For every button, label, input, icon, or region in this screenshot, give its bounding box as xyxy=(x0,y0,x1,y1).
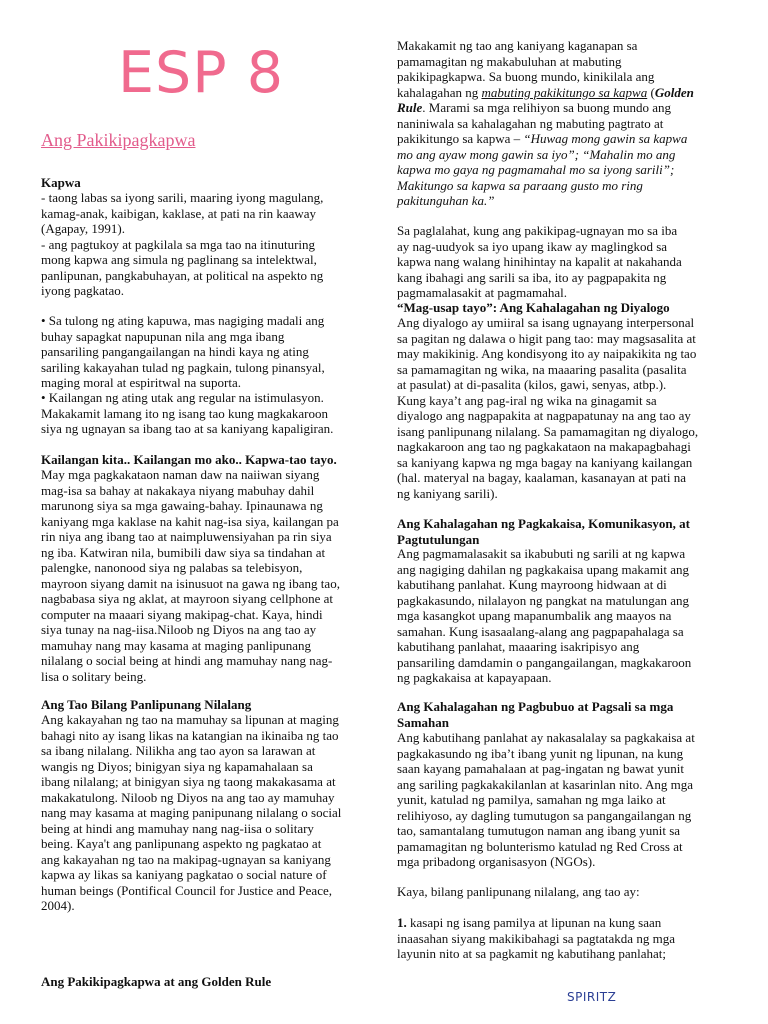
kaya-sentence: Kaya, bilang panlipunang nilalang, ang tao ay: xyxy=(397,884,640,899)
footer-brand: SPIRITZ xyxy=(567,990,617,1004)
document-title: ESP 8 xyxy=(118,40,284,106)
bullet-paragraph-1: • Sa tulong ng ating kapuwa, mas nagiging madali ang buhay sapagkat napupunan nila ang mga ibang pansariling pangangailangan na hindi kaya ng ating sariling kakayahan tulad ng pagkain, tulong pinansyal, maging moral at espiritwal na suporta. xyxy=(41,313,325,390)
golden-text-2: . Marami sa mga relihiyon sa buong mundo ang naniniwala sa kahalagahan ng mabuting pagtrato at pakikitungo sa kapwa – xyxy=(397,100,672,146)
list-item-text: kasapi ng isang pamilya at lipunan na kung saan inaasahan siyang makikibahagi sa pagtatakda ng mga layunin nito at sa pagkamit ng kabutihang panlahat; xyxy=(397,915,675,961)
tao-body: Ang kakayahan ng tao na mamuhay sa lipunan at maging bahagi nito ay isang likas na katangian na ikinaiba ng tao sa ibang nilalang. Nilikha ang tao ayon sa larawan at wangis ng Diyos; binigyan siya ng kapamahalaan sa ibang nilalang; at binigyan siya ng taong makakasama at makakatulong. Niloob ng Diyos na ang tao ay mamuhay nang may kasama at maging panipunang nilalang o social being at hindi ang mamuhay nang nag-iisa o solitary being. Kaya't ang panlipunang aspekto ng pagkatao at ang kakayahan ng tao na makipag-ugnayan sa kaniyang kapwa ay likas sa kaniyang pagkatao o social nature of human beings (Pontifical Council for Justice and Peace, 2004). xyxy=(41,712,342,913)
golden-rule-term: Golden xyxy=(654,84,694,100)
golden-text-1: Makakamit ng tao ang kaniyang kaganapan sa pamamagitan ng makabuluhan at mabuting pakikipagkapwa. Sa buong mundo, kinikilala ang kahalagahan ng xyxy=(397,38,655,100)
golden-quote: “Huwag mong gawin sa kapwa mo ang ayaw mong gawin sa iyo”; “Mahalin mo ang kapwa mo gaya ng pagmamahal mo sa iyong sarili”; Makitungo sa kapwa sa paraang gusto mo ring pakitunguhan ka.” xyxy=(397,131,688,208)
list-item-number: 1. xyxy=(397,915,407,930)
pagkakaisa-body: Ang pagmamalasakit sa ikabubuti ng sarili at ng kapwa ang nagiging dahilan ng pagkakaisa upang makamit ang kabutihang panlahat. Kung mayroong hidwaan at di pagkakasundo, nilalayon ng pangkat na matulungan ang mga kasangkot upang mapanumbalik ang maayos na samahan. Kung isasaalang-alang ang pagpapahalaga sa kabutihang panlahat, maaaring isakripisyo ang pansariling damdamin o pangangailangan, magkakaroon ng pagkakaisa at kapayapaan. xyxy=(397,546,692,685)
kapwa-heading: Kapwa xyxy=(41,175,81,190)
kailangan-body: May mga pagkakataon naman daw na naiiwan siyang mag-isa sa bahay at nakakaya niyang mabuhay dahil marunong siya sa mga gawaing-bahay. Ipinaunawa ng kaniyang mga kaklase na kahit nag-isa siya, kailangan pa rin niya ang ibang tao at naimpluwensiyahan pa rin siya ng iba. Katwiran nila, bumibili daw siya sa tindahan at palengke, nanonood siya ng palabas sa telebisyon, mayroon siyang damit na isinusuot na gawa ng ibang tao, nagbabasa siya ng aklat, at mayroon siyang cellphone at computer na maaari siyang makipag-chat. Kaya, hindi siya tunay na nag-iisa.Niloob ng Diyos na ang tao ay mamuhay nang may kasama at maging panlipunang nilalang o social being at hindi ang mamuhay nang nag- lisa o solitary being. xyxy=(41,467,340,684)
pagbubuo-body: Ang kabutihang panlahat ay nakasalalay sa pagkakaisa at pagkakasundo ng iba’t ibang yunit ng lipunan, na kung saan kayang pamahalaan at pag-ingatan ng bawat yunit ang sariling pagkakakilanlan at kasarinlan nito. Ang mga yunit, katulad ng pamilya, samahan ng mga laiko at relihiyoso, ay dagling tumutugon sa pangangailangan ng tao, samantalang tumutugon naman ang ibang yunit sa pamamagitan ng bolunterismo katulad ng Red Cross at mga pribadong organisasyon (NGOs). xyxy=(397,730,695,869)
bullet-paragraph-2: • Kailangan ng ating utak ang regular na istimulasyon. Makakamit lamang ito ng isang tao kung magkakaroon siya ng ugnayan sa ibang tao at sa kaniyang kapaligiran. xyxy=(41,390,334,436)
kapwa-body: - taong labas sa iyong sarili, maaring iyong magulang, kamag-anak, kaibigan, kaklase, at pati na rin kaaway (Agapay, 1991). - ang pagtukoy at pagkilala sa mga tao na itinuturing mong kapwa ang simula ng paglinang sa intelektwal, panlipunan, pangkabuhayan, at political na aspekto ng iyong pagkatao. xyxy=(41,190,324,298)
paglalahat-paragraph: Sa paglalahat, kung ang pakikipag-ugnayan mo sa iba ay nag-uudyok sa iyo upang ikaw ay maglingkod sa kapwa nang walang hinihintay na kapalit at nakahanda kang ibahagi ang sarili sa iba, ito ay pagpapakita ng pagmamalasakit at pagmamahal. xyxy=(397,223,682,300)
section-title: Ang Pakikipagkapwa xyxy=(41,130,196,150)
kailangan-heading: Kailangan kita.. Kailangan mo ako.. Kapwa-tao tayo. xyxy=(41,452,337,467)
pagkakaisa-heading: Ang Kahalagahan ng Pagkakaisa, Komunikasyon, at Pagtutulungan xyxy=(397,516,690,547)
pagbubuo-heading: Ang Kahalagahan ng Pagbubuo at Pagsali sa mga Samahan xyxy=(397,699,674,730)
diyalogo-heading: “Mag-usap tayo”: Ang Kahalagahan ng Diyalogo xyxy=(397,300,670,315)
golden-rule-term-2: Rule xyxy=(397,100,423,115)
list-item-1 xyxy=(397,915,675,962)
diyalogo-body: Ang diyalogo ay umiiral sa isang ugnayang interpersonal sa pagitan ng dalawa o higit pang tao: may magsasalita at may makikinig. Ang kondisyong ito ay naipakikita ng tao sa pamamagitan ng wika, na maaaring pasalita (pasalita at pasulat) at di-pasalita (kilos, gawi, senyas, atbp.). Kung kaya’t ang pag-iral ng wika na ginagamit sa diyalogo ang nagpapakita at nagpapatunay na ang tao ay isang panlipunang nilalang. Sa pamamagitan ng diyalogo, nagkakaroon ang tao ng pagkakataon na makapagbahagi sa kaniyang kapwa ng mga bagay na kaniyang kailangan (hal. materyal na bagay, kaalaman, kasanayan at pati na ng kaniyang sarili). xyxy=(397,315,699,501)
golden-rule-heading: Ang Pakikipagkapwa at ang Golden Rule xyxy=(41,974,272,989)
tao-heading: Ang Tao Bilang Panlipunang Nilalang xyxy=(41,697,252,712)
golden-paragraph: Makakamit ng tao ang kaniyang kaganapan sa pamamagitan ng makabuluhan at mabuting pakikipagkapwa. Sa buong mundo, kinikilala ang kahalagahan ng mabuting pakikitungo sa kapwa (Golden Rule. Marami sa mga relihiyon sa buong mundo ang naniniwala sa kahalagahan ng mabuting pagtrato at pakikitungo sa kapwa – “Huwag mong gawin sa kapwa mo ang ayaw mong gawin sa iyo”; “Mahalin mo ang kapwa mo gaya ng pagmamahal mo sa iyong sarili”; Makitungo sa kapwa sa paraang gusto mo ring pakitunguhan ka.” xyxy=(397,38,694,208)
golden-emphasis: mabuting pakikitungo sa kapwa xyxy=(481,84,648,100)
